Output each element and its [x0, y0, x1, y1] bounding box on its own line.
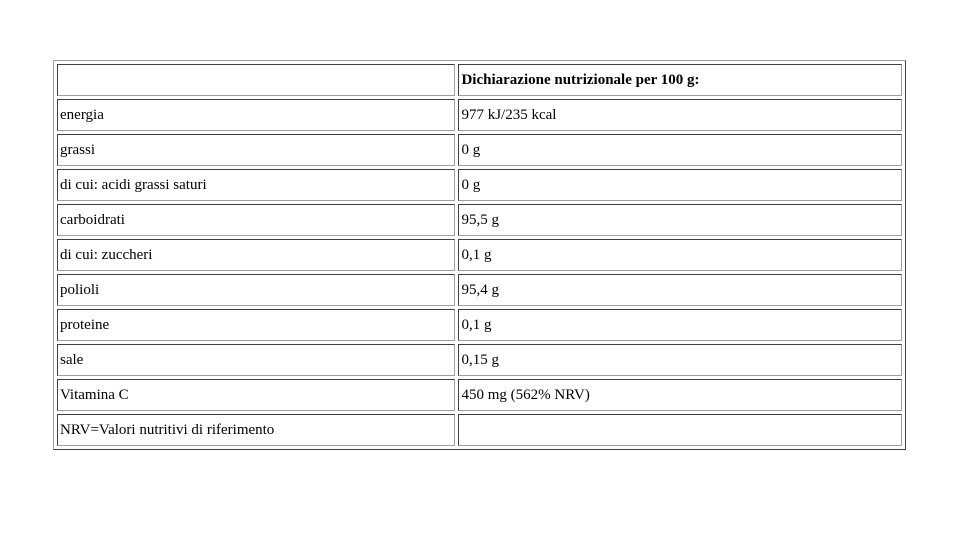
row-label-acidi-grassi-saturi: di cui: acidi grassi saturi — [57, 169, 455, 201]
table-row — [57, 414, 902, 446]
row-label-zuccheri: di cui: zuccheri — [57, 239, 455, 271]
row-value-nrv-note — [458, 414, 902, 446]
row-value-grassi: 0 g — [458, 134, 902, 166]
row-value-proteine: 0,1 g — [458, 309, 902, 341]
table-row — [57, 309, 902, 341]
table-row — [57, 99, 902, 131]
row-label-nrv-note: NRV=Valori nutritivi di riferimento — [57, 414, 455, 446]
row-label-polioli: polioli — [57, 274, 455, 306]
row-label-carboidrati: carboidrati — [57, 204, 455, 236]
table-row — [57, 204, 902, 236]
header-label-cell — [57, 64, 455, 96]
row-value-polioli: 95,4 g — [458, 274, 902, 306]
table-row — [57, 274, 902, 306]
row-label-grassi: grassi — [57, 134, 455, 166]
table-row — [57, 134, 902, 166]
row-value-acidi-grassi-saturi: 0 g — [458, 169, 902, 201]
row-label-energia: energia — [57, 99, 455, 131]
row-label-vitamina-c: Vitamina C — [57, 379, 455, 411]
row-value-zuccheri: 0,1 g — [458, 239, 902, 271]
row-label-sale: sale — [57, 344, 455, 376]
table-row — [57, 344, 902, 376]
nutrition-table — [53, 60, 906, 450]
table-row — [57, 169, 902, 201]
table-row — [57, 379, 902, 411]
table-header-row — [57, 64, 902, 96]
row-value-carboidrati: 95,5 g — [458, 204, 902, 236]
row-value-energia: 977 kJ/235 kcal — [458, 99, 902, 131]
header-value-cell: Dichiarazione nutrizionale per 100 g: — [458, 64, 902, 96]
row-value-vitamina-c: 450 mg (562% NRV) — [458, 379, 902, 411]
row-value-sale: 0,15 g — [458, 344, 902, 376]
row-label-proteine: proteine — [57, 309, 455, 341]
table-row — [57, 239, 902, 271]
